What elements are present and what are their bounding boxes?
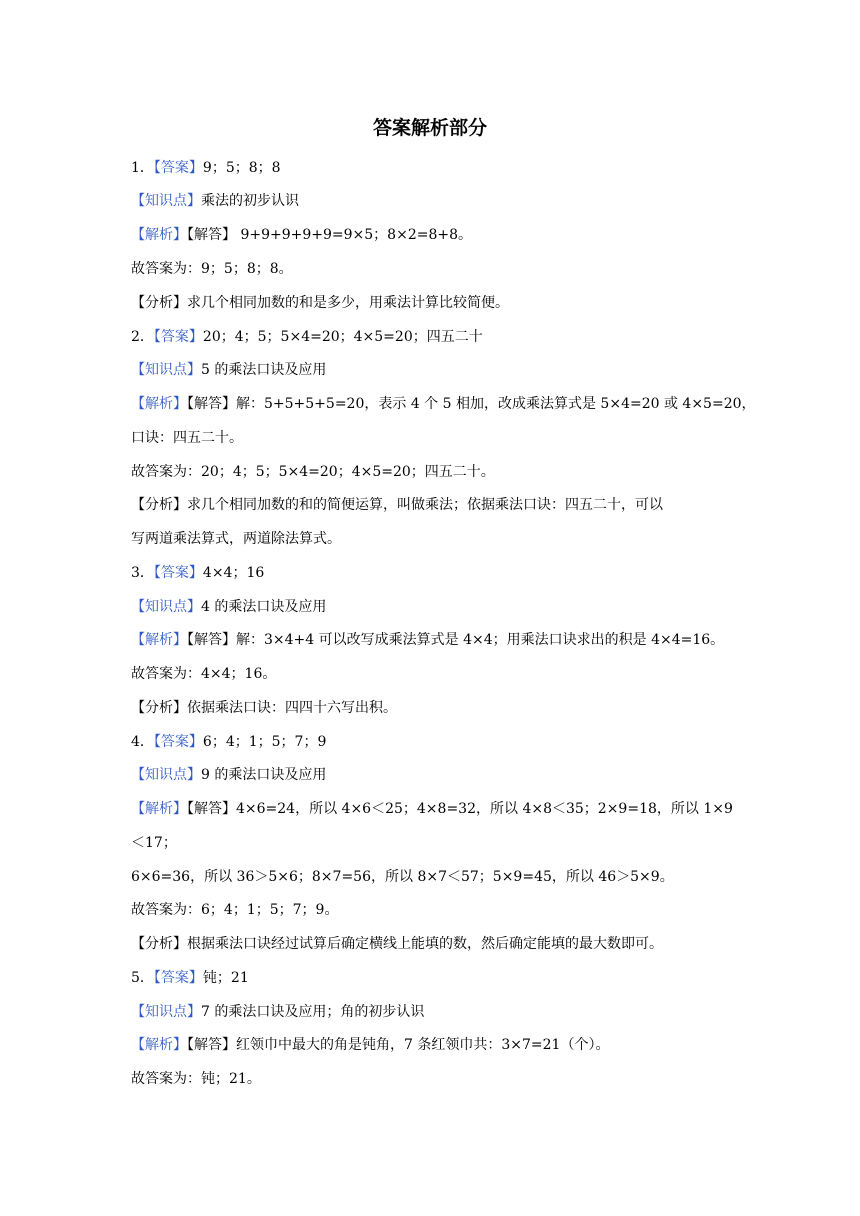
text-segment: 2．	[131, 329, 154, 345]
section-label: 【知识点】	[131, 362, 201, 378]
text-line	[131, 393, 756, 415]
text-segment: 7 的乘法口诀及应用；角的初步认识	[201, 1004, 425, 1020]
text-segment: 9 的乘法口诀及应用	[201, 767, 327, 783]
text-line	[131, 528, 341, 550]
text-segment: 【解答】4×6=24，所以 4×6＜25；4×8=32，所以 4×8＜35；2×9=18，所以 1×9	[187, 801, 733, 817]
text-segment: 【解答】解：3×4+4 可以改写成乘法算式是 4×4；用乘法口诀求出的积是 4×4=16。	[187, 632, 725, 648]
section-label: 【知识点】	[131, 599, 201, 615]
text-line	[131, 157, 281, 179]
text-segment: 【分析】求几个相同加数的和是多少，用乘法计算比较简便。	[131, 295, 509, 311]
section-label: 【答案】	[153, 970, 203, 986]
section-label: 【答案】	[153, 329, 203, 345]
text-line	[131, 461, 495, 483]
page-title: 答案解析部分	[372, 117, 487, 139]
text-segment: 故答案为：9；5；8；8。	[131, 261, 293, 277]
section-label: 【解析】	[131, 227, 187, 243]
text-segment: 6；4；1；5；7；9	[202, 734, 327, 750]
text-segment: 口诀：四五二十。	[131, 430, 243, 446]
text-segment: ＜17；	[131, 835, 177, 851]
text-segment: 【解答】红领巾中最大的角是钝角，7 条红领巾共：3×7=21（个）。	[187, 1037, 610, 1053]
text-line	[131, 1034, 609, 1056]
text-segment: 故答案为：6；4；1；5；7；9。	[131, 902, 339, 918]
text-segment: 故答案为：20；4；5；5×4=20；4×5=20；四五二十。	[131, 464, 495, 480]
text-segment: 【解答】 9+9+9+9+9=9×5；8×2=8+8。	[187, 227, 473, 243]
text-segment: 乘法的初步认识	[201, 193, 299, 209]
text-line	[131, 1068, 261, 1090]
text-segment: 1．	[131, 160, 154, 176]
section-label: 【知识点】	[131, 193, 201, 209]
text-line	[131, 494, 663, 516]
text-segment: 故答案为：4×4；16。	[131, 666, 277, 682]
section-label: 【答案】	[153, 160, 203, 176]
text-segment: 20；4；5；5×4=20；4×5=20；四五二十	[202, 329, 483, 345]
text-line	[131, 899, 338, 921]
text-line	[131, 562, 264, 584]
text-segment: 4×4；16	[202, 565, 265, 581]
text-segment: 5．	[131, 970, 154, 986]
text-line	[131, 629, 724, 651]
text-line	[131, 427, 243, 449]
text-segment: 3．	[131, 565, 154, 581]
text-line	[131, 933, 663, 955]
text-segment: 【分析】求几个相同加数的和的简便运算，叫做乘法；依据乘法口诀：四五二十，可以	[131, 497, 663, 513]
text-segment: 4 的乘法口诀及应用	[201, 599, 327, 615]
text-segment: 故答案为：钝；21。	[131, 1071, 261, 1087]
text-line	[131, 866, 674, 888]
text-segment: 9；5；8；8	[202, 160, 281, 176]
section-label: 【知识点】	[131, 767, 201, 783]
section-label: 【解析】	[131, 1037, 187, 1053]
section-label: 【答案】	[153, 565, 203, 581]
section-label: 【解析】	[131, 632, 187, 648]
text-segment: 写两道乘法算式，两道除法算式。	[131, 531, 341, 547]
text-line	[131, 258, 293, 280]
text-segment: 6×6=36，所以 36＞5×6；8×7=56，所以 8×7＜57；5×9=45，所以 46＞5×9。	[131, 869, 674, 885]
text-segment: 【分析】依据乘法口诀：四四十六写出积。	[131, 700, 397, 716]
text-line	[131, 967, 249, 989]
text-segment: 4．	[131, 734, 154, 750]
text-line	[131, 190, 299, 212]
text-line	[131, 764, 326, 786]
text-line	[131, 326, 483, 348]
text-line	[131, 292, 509, 314]
text-line	[131, 663, 276, 685]
text-line	[131, 359, 326, 381]
text-line	[131, 1001, 424, 1023]
section-label: 【答案】	[153, 734, 203, 750]
text-line	[131, 224, 472, 246]
section-label: 【解析】	[131, 396, 187, 412]
text-segment: 【解答】解：5+5+5+5=20，表示 4 个 5 相加，改成乘法算式是 5×4=20 或 4×5=20，	[187, 396, 756, 412]
text-segment: 【分析】根据乘法口诀经过试算后确定横线上能填的数，然后确定能填的最大数即可。	[131, 936, 663, 952]
text-line	[131, 731, 326, 753]
text-segment: 5 的乘法口诀及应用	[201, 362, 327, 378]
text-segment: 钝；21	[202, 970, 249, 986]
text-line	[131, 832, 177, 854]
text-line	[131, 596, 326, 618]
text-line	[131, 697, 397, 719]
section-label: 【知识点】	[131, 1004, 201, 1020]
text-line	[131, 798, 733, 820]
section-label: 【解析】	[131, 801, 187, 817]
